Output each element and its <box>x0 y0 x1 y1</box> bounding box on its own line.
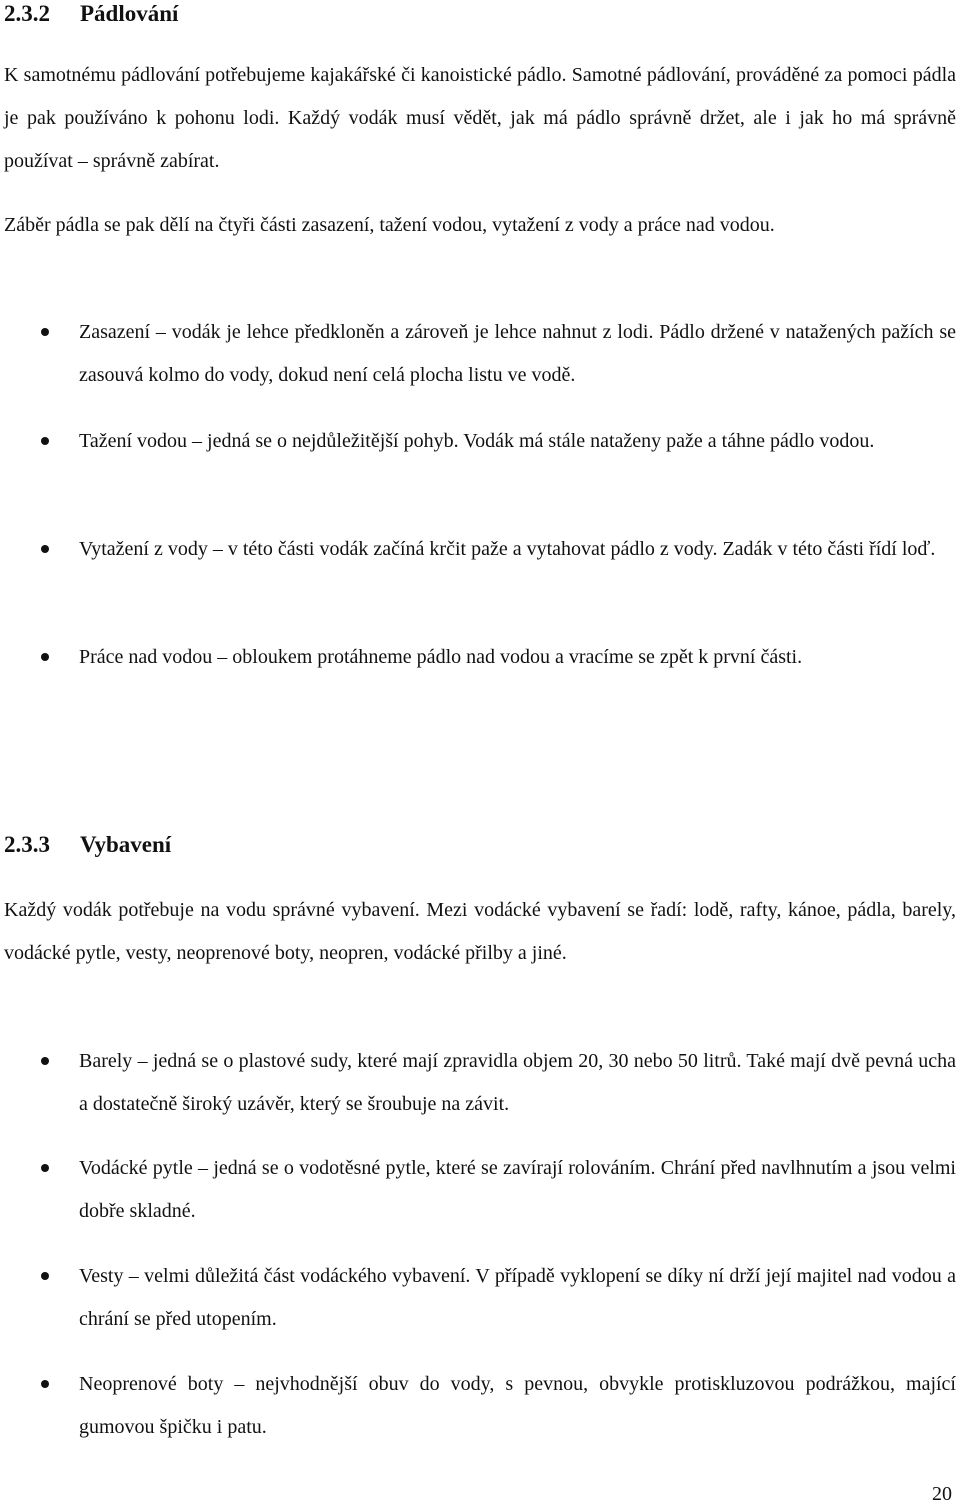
list-item-text: Neoprenové boty – nejvhodnější obuv do vody, s pevnou, obvykle protiskluzovou podrážkou, mající gumovou špičku i patu. <box>79 1373 956 1438</box>
bullet-icon <box>41 1380 49 1388</box>
section-heading-padlovani <box>4 0 178 28</box>
section-heading-vybaveni <box>4 831 171 859</box>
list-item-text: Tažení vodou – jedná se o nejdůležitější pohyb. Vodák má stále nataženy paže a táhne pádlo vodou. <box>79 430 875 452</box>
bullet-icon <box>41 1272 49 1280</box>
bullet-icon <box>41 653 49 661</box>
paragraph-stroke-phases: Záběr pádla se pak dělí na čtyři části zasazení, tažení vodou, vytažení z vody a práce nad vodou. <box>4 214 775 236</box>
paragraph-equipment: Každý vodák potřebuje na vodu správné vybavení. Mezi vodácké vybavení se řadí: lodě, rafty, kánoe, pádla, barely, vodácké pytle, vesty, neoprenové boty, neopren, vodácké přilby a jiné. <box>4 899 956 964</box>
section-title: Pádlování <box>80 1 179 26</box>
section-title: Vybavení <box>80 832 172 857</box>
list-item-text: Vodácké pytle – jedná se o vodotěsné pytle, které se zavírají rolováním. Chrání před navlhnutím a jsou velmi dobře skladné. <box>79 1157 956 1222</box>
bullet-icon <box>41 1164 49 1172</box>
list-item-text: Práce nad vodou – obloukem protáhneme pádlo nad vodou a vracíme se zpět k první části. <box>79 646 803 668</box>
section-number: 2.3.2 <box>4 1 50 26</box>
bullet-icon <box>41 545 49 553</box>
paragraph-intro: K samotnému pádlování potřebujeme kajakářské či kanoistické pádlo. Samotné pádlování, prováděné za pomoci pádla je pak používáno k pohonu lodi. Každý vodák musí vědět, jak má pádlo správně držet, ale i jak ho má správně používat – správně zabírat. <box>4 64 956 172</box>
section-number: 2.3.3 <box>4 832 50 857</box>
bullet-icon <box>41 328 49 336</box>
bullet-icon <box>41 437 49 445</box>
bullet-icon <box>41 1057 49 1065</box>
list-item-text: Vesty – velmi důležitá část vodáckého vybavení. V případě vyklopení se díky ní drží její majitel nad vodou a chrání se před utopením. <box>79 1265 956 1330</box>
list-item-text: Zasazení – vodák je lehce předkloněn a zároveň je lehce nahnut z lodi. Pádlo držené v natažených pažích se zasouvá kolmo do vody, dokud není celá plocha listu ve vodě. <box>79 321 956 386</box>
list-item-text: Barely – jedná se o plastové sudy, které mají zpravidla objem 20, 30 nebo 50 litrů. Také mají dvě pevná ucha a dostatečně široký uzávěr, který se šroubuje na závit. <box>79 1050 956 1115</box>
page-number: 20 <box>932 1483 952 1505</box>
list-item-text: Vytažení z vody – v této části vodák začíná krčit paže a vytahovat pádlo z vody. Zadák v této části řídí loď. <box>79 538 936 560</box>
